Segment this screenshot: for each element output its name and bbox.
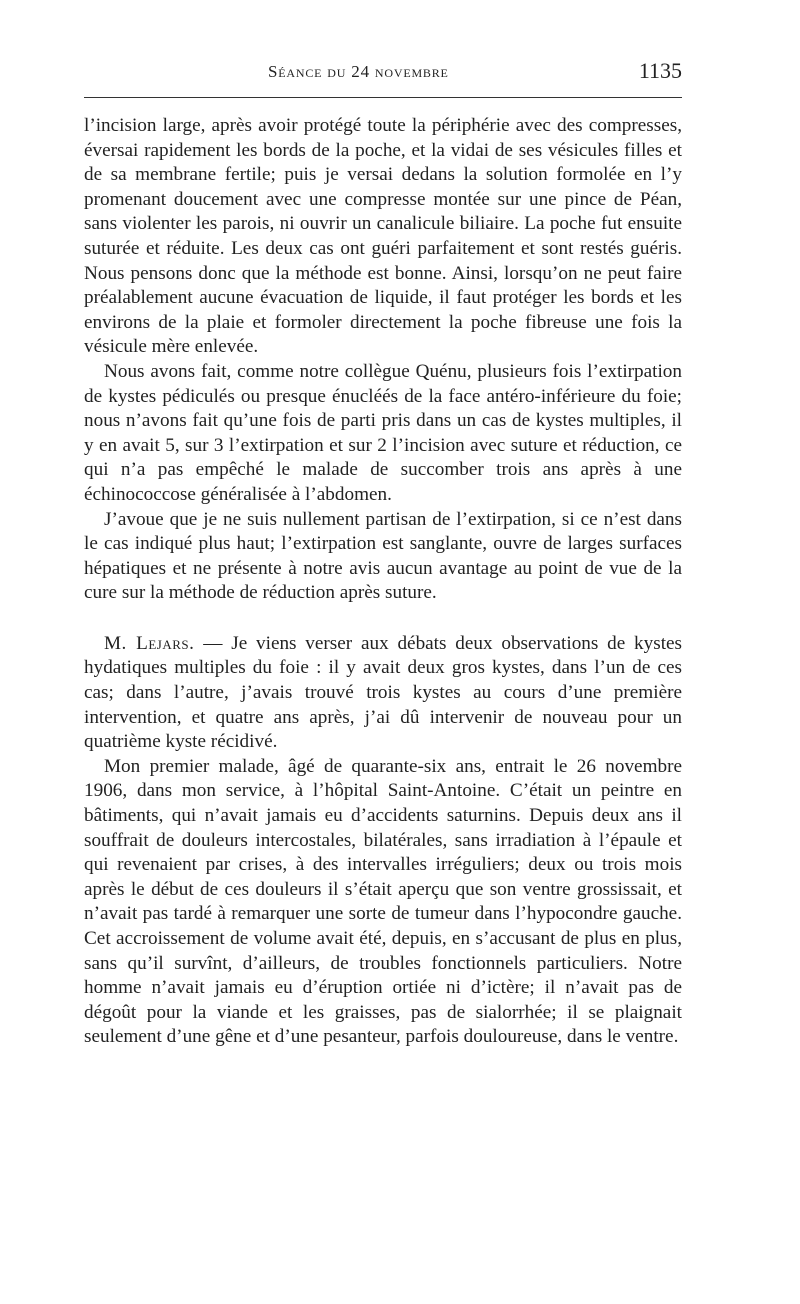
header-rule [84, 97, 682, 98]
paragraph-first-patient: Mon premier malade, âgé de quarante-six ans, entrait le 26 novembre 1906, dans mon service, à l’hôpital Saint-Antoine. C’était un peintre en bâtiments, qui n’avait jamais eu d’accidents saturnins. Depuis deux ans il souffrait de douleurs intercostales, bilatérales, sans irradiation à l’épaule et qui revenaient par crises, à des intervalles irréguliers; deux ou trois mois après le début de ces douleurs il s’était aperçu que son ventre grossissait, et n’avait pas tardé à remarquer une sorte de tumeur dans l’hypocondre gauche. Cet accroissement de volume avait été, depuis, en s’accusant de plus en plus, sans qu’il survînt, d’ailleurs, de troubles fonctionnels particuliers. Notre homme n’avait jamais eu d’éruption ortiée ni d’ictère; il n’avait pas de dégoût pour la viande et les graisses, pas de sialorrhée; il se plaignait seulement d’une gêne et d’une pesanteur, parfois douloureuse, dans le ventre. [84, 755, 682, 1048]
paragraph-continued: l’incision large, après avoir protégé toute la périphérie avec des compresses, éversai rapidement les bords de la poche, et la vidai de ses vésicules filles et de sa membrane fertile; puis je versai dedans la solution formolée en l’y promenant doucement avec une compresse montée sur une pince de Péan, sans violenter les parois, ni ouvrir un canalicule biliaire. La poche fut ensuite suturée et réduite. Les deux cas ont guéri parfaitement et sont restés guéris. Nous pensons donc que la méthode est bonne. Ainsi, lorsqu’on ne peut faire préalablement aucune évacuation de liquide, il faut protéger les bords et les environs de la plaie et formoler directement la poche fibreuse une fois la vésicule mère enlevée. [84, 115, 682, 358]
paragraph-opinion: J’avoue que je ne suis nullement partisan de l’extirpation, si ce n’est dans le cas indiqué plus haut; l’extirpation est sanglante, ouvre de larges surfaces hépatiques et ne présente à notre avis aucun avantage au point de vue de la cure sur la méthode de réduction après suture. [84, 508, 682, 604]
running-title: Séance du 24 novembre [268, 62, 449, 81]
speaker-name: M. Lejars. [104, 632, 195, 654]
page-number: 1135 [638, 58, 682, 83]
paragraph-extirpation-experience: Nous avons fait, comme notre collègue Quénu, plusieurs fois l’extirpation de kystes pédiculés ou presque énucléés de la face antéro-inférieure du foie; nous n’avons fait qu’une fois de parti pris dans un cas de kystes multiples, il y en avait 5, sur 3 l’extirpation et sur 2 l’incision avec suture et réduction, ce qui n’a pas empêché le malade de succomber trois ans après à une échinococcose généralisée à l’abdomen. [84, 360, 682, 505]
page-body-text [84, 114, 682, 1050]
page-header [84, 58, 682, 88]
paragraph-lejars-intervention [84, 632, 682, 755]
lejars-statement: — Je viens verser aux débats deux observations de kystes hydatiques multiples du foie : il y avait deux gros kystes, dans l’un de ces cas; dans l’autre, j’avais trouvé trois kystes au cours d’une première intervention, et quatre ans après, j’ai dû intervenir de nouveau pour un quatrième kyste récidivé. [84, 632, 683, 753]
section-gap [84, 606, 682, 632]
